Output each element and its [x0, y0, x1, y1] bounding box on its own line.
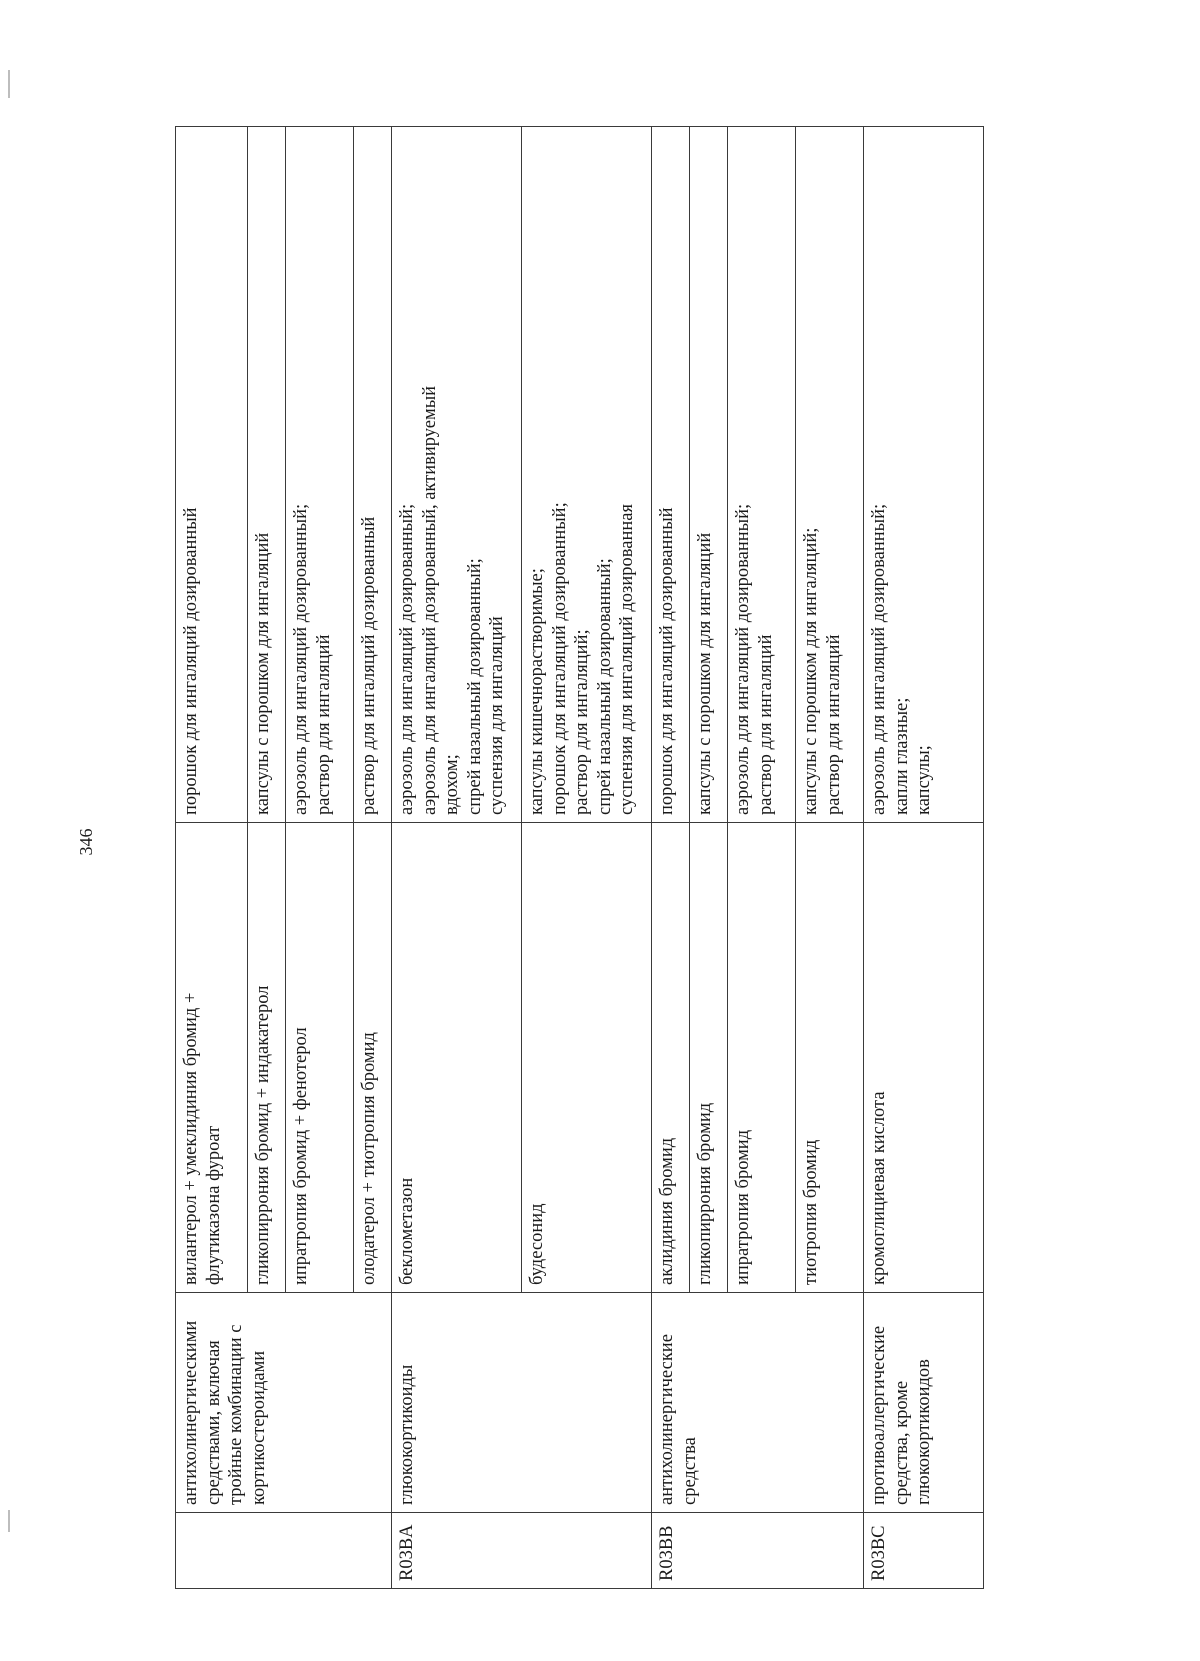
drug-group-cell	[176, 1293, 392, 1513]
cell-line: тройные комбинации с	[226, 1324, 247, 1505]
drug-name-cell	[392, 823, 522, 1293]
drug-group-cell	[392, 1293, 652, 1513]
cell-line: беклометазон	[397, 1177, 417, 1285]
cell-line: ипратропия бромид + фенотерол	[291, 1027, 311, 1285]
cell-line: аэрозоль для ингаляций дозированный;	[733, 503, 753, 815]
dosage-forms-cell	[248, 127, 286, 823]
medications-table	[175, 126, 984, 1589]
dosage-forms-cell	[864, 127, 984, 823]
dosage-forms-cell	[652, 127, 690, 823]
scan-edge-mark	[8, 1510, 10, 1532]
drug-name-cell	[286, 823, 354, 1293]
cell-line: капсулы с порошком для ингаляций	[253, 532, 273, 815]
table-row	[176, 127, 248, 1589]
cell-line: антихолинергическими	[181, 1320, 201, 1505]
cell-line: аэрозоль для ингаляций дозированный;	[869, 503, 889, 815]
cell-line: суспензия для ингаляций дозированная	[617, 504, 638, 815]
dosage-forms-cell	[522, 127, 652, 823]
cell-line: аэрозоль для ингаляций дозированный;	[397, 503, 417, 815]
cell-line: средства, кроме	[891, 1380, 912, 1505]
cell-line: капсулы с порошком для ингаляций;	[801, 527, 821, 815]
cell-line: капсулы кишечнорастворимые;	[527, 568, 547, 815]
cell-line: порошок для ингаляций дозированный	[181, 507, 201, 815]
cell-line: раствор для ингаляций	[313, 634, 334, 815]
cell-line: противоаллергические	[869, 1325, 889, 1505]
cell-line: кромоглициевая кислота	[869, 1091, 889, 1285]
atc-code-cell: R03BA	[392, 1513, 652, 1589]
drug-name-cell	[690, 823, 728, 1293]
cell-line: средствами, включая	[203, 1340, 224, 1505]
cell-line: вилантерол + умеклидиния бромид +	[181, 992, 201, 1285]
table-row	[864, 127, 984, 1589]
cell-line: аклидиния бромид	[657, 1137, 677, 1285]
cell-line: раствор для ингаляций	[823, 634, 844, 815]
cell-line: спрей назальный дозированный;	[594, 558, 615, 815]
cell-line: ипратропия бромид	[733, 1129, 753, 1285]
cell-line: капли глазные;	[891, 697, 912, 815]
dosage-forms-cell	[728, 127, 796, 823]
atc-code-cell: R03BB	[652, 1513, 864, 1589]
cell-line: аэрозоль для ингаляций дозированный, активируемый	[419, 385, 440, 815]
dosage-forms-cell	[690, 127, 728, 823]
cell-line: капсулы с порошком для ингаляций	[695, 532, 715, 815]
cell-line: будесонид	[527, 1203, 547, 1285]
cell-line: гликопиррония бромид	[695, 1102, 715, 1285]
cell-line: антихолинергические	[657, 1334, 677, 1505]
cell-line: флутиказона фуроат	[203, 1125, 224, 1285]
rotated-page-content	[175, 127, 1045, 1589]
drug-name-cell	[522, 823, 652, 1293]
atc-code-cell: R03BC	[864, 1513, 984, 1589]
dosage-forms-cell	[286, 127, 354, 823]
cell-line: суспензия для ингаляций	[487, 616, 508, 815]
cell-line: глюкокортикоиды	[397, 1364, 417, 1505]
table-row	[392, 127, 522, 1589]
drug-name-cell	[652, 823, 690, 1293]
page-number: 346	[75, 828, 96, 856]
scan-edge-mark	[8, 70, 10, 98]
cell-line: вдохом;	[442, 754, 463, 815]
cell-line: средства	[679, 1437, 700, 1505]
dosage-forms-cell	[392, 127, 522, 823]
cell-line: аэрозоль для ингаляций дозированный;	[291, 503, 311, 815]
cell-line: раствор для ингаляций	[755, 634, 776, 815]
table-body	[176, 127, 984, 1589]
cell-line: олодатерол + тиотропия бромид	[359, 1032, 379, 1285]
cell-line: кортикостероидами	[248, 1350, 269, 1505]
cell-line: раствор для ингаляций дозированный	[359, 516, 379, 815]
cell-line: капсулы;	[914, 745, 935, 815]
drug-name-cell	[176, 823, 248, 1293]
cell-line: тиотропия бромид	[801, 1139, 821, 1285]
cell-line: спрей назальный дозированный;	[464, 558, 485, 815]
dosage-forms-cell	[796, 127, 864, 823]
table-row	[652, 127, 690, 1589]
atc-code-cell	[176, 1513, 392, 1589]
cell-line: раствор для ингаляций;	[572, 629, 593, 815]
dosage-forms-cell	[176, 127, 248, 823]
cell-line: порошок для ингаляций дозированный	[657, 507, 677, 815]
drug-name-cell	[354, 823, 392, 1293]
drug-group-cell	[652, 1293, 864, 1513]
cell-line: порошок для ингаляций дозированный;	[549, 502, 570, 815]
cell-line: гликопиррония бромид + индакатерол	[253, 985, 273, 1285]
drug-name-cell	[248, 823, 286, 1293]
drug-name-cell	[796, 823, 864, 1293]
dosage-forms-cell	[354, 127, 392, 823]
cell-line: глюкокортикоидов	[914, 1359, 935, 1505]
drug-group-cell	[864, 1293, 984, 1513]
drug-name-cell	[864, 823, 984, 1293]
drug-name-cell	[728, 823, 796, 1293]
